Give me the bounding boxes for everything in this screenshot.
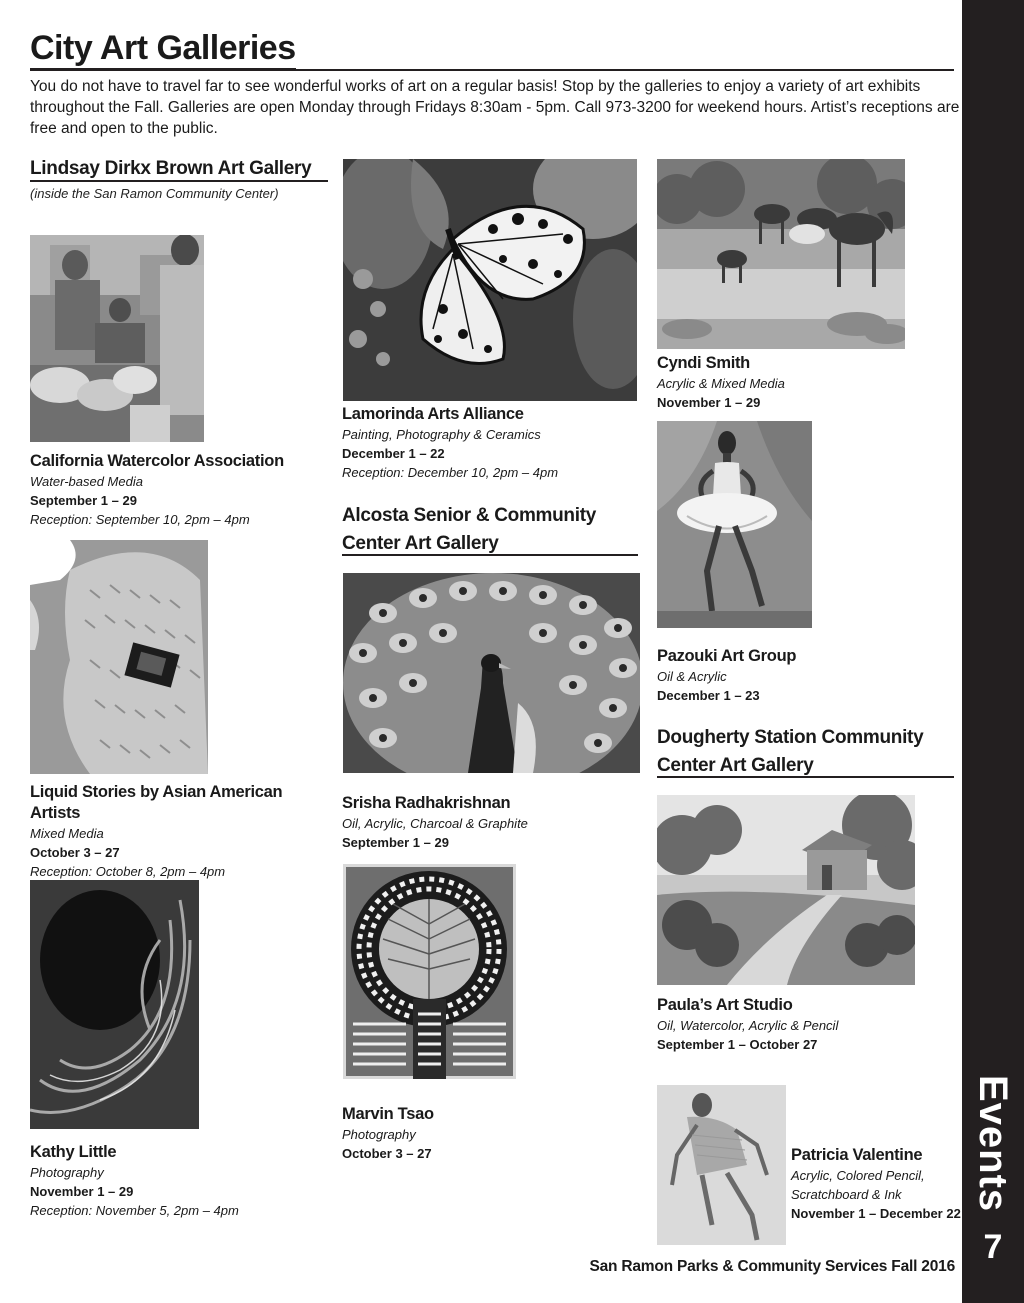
exhibit-name: Pazouki Art Group <box>657 647 797 665</box>
exhibit-medium: Oil & Acrylic <box>657 669 727 684</box>
exhibit-pazouki <box>657 646 947 705</box>
gallery-name-line1: Dougherty Station Community <box>657 727 924 748</box>
heading-rule <box>30 180 328 182</box>
exhibit-name: Lamorinda Arts Alliance <box>342 405 524 423</box>
exhibit-medium: Photography <box>30 1165 104 1180</box>
footer-publication: San Ramon Parks & Community Services Fall 2016 <box>589 1258 955 1275</box>
exhibit-srisha <box>342 793 642 852</box>
exhibit-dates: December 1 – 23 <box>657 688 760 703</box>
page-title-text: City Art Galleries <box>30 28 296 71</box>
intro-paragraph: You do not have to travel far to see wonderful works of art on a regular basis! Stop by the galleries to enjoy a variety of art exhibits throughout the Fall. Galleries are open Monday through Fridays 8:30am - 5pm. Call 973-3200 for weekend hours. Artist’s receptions are free and open to the public. <box>30 78 960 137</box>
exhibit-cwa <box>30 451 330 529</box>
architectural-photograph <box>343 864 516 1079</box>
exhibit-cyndi-smith <box>657 353 947 412</box>
exhibit-medium: Oil, Watercolor, Acrylic & Pencil <box>657 1018 839 1033</box>
exhibit-dates: October 3 – 27 <box>342 1146 432 1161</box>
exhibit-dates: October 3 – 27 <box>30 845 120 860</box>
exhibit-dates: December 1 – 22 <box>342 446 445 461</box>
exhibit-medium: Acrylic & Mixed Media <box>657 376 785 391</box>
exhibit-lamorinda <box>342 404 642 482</box>
gallery-heading-dougherty <box>657 724 954 778</box>
exhibit-medium: Painting, Photography & Ceramics <box>342 427 541 442</box>
butterfly-painting <box>343 159 637 401</box>
exhibit-patricia <box>791 1145 961 1223</box>
exhibit-kathy-little <box>30 1142 330 1220</box>
market-scene-painting <box>30 235 204 442</box>
exhibit-reception: Reception: December 10, 2pm – 4pm <box>342 465 559 480</box>
cottage-landscape-painting <box>657 795 915 985</box>
exhibit-dates: November 1 – December 22 <box>791 1206 961 1221</box>
page-number: 7 <box>983 1228 1003 1266</box>
exhibit-reception: Reception: November 5, 2pm – 4pm <box>30 1203 239 1218</box>
page-title <box>30 28 954 71</box>
exhibit-name: Kathy Little <box>30 1143 117 1161</box>
gallery-heading-alcosta <box>342 502 638 556</box>
exhibit-medium: Photography <box>342 1127 416 1142</box>
exhibit-name: California Watercolor Association <box>30 452 284 470</box>
gallery-name-line1: Alcosta Senior & Community <box>342 505 597 526</box>
exhibit-name: Paula’s Art Studio <box>657 996 793 1014</box>
exhibit-name: Patricia Valentine <box>791 1146 923 1164</box>
exhibit-paula <box>657 995 947 1054</box>
exhibit-name: Marvin Tsao <box>342 1105 434 1123</box>
exhibit-dates: September 1 – 29 <box>30 493 137 508</box>
gallery-name-line2: Center Art Gallery <box>342 533 499 554</box>
mixed-media-sculpture <box>30 540 208 774</box>
exhibit-marvin-tsao <box>342 1104 642 1163</box>
exhibit-dates: September 1 – 29 <box>342 835 449 850</box>
exhibit-medium-line2: Scratchboard & Ink <box>791 1187 902 1202</box>
exhibit-name: Liquid Stories by Asian American Artists <box>30 783 283 822</box>
exhibit-medium-line1: Acrylic, Colored Pencil, <box>791 1168 925 1183</box>
exhibit-dates: September 1 – October 27 <box>657 1037 818 1052</box>
section-tab-label: Events <box>971 1075 1015 1213</box>
exhibit-name: Srisha Radhakrishnan <box>342 794 511 812</box>
figure-drawing <box>657 1085 786 1245</box>
gallery-name-line2: Center Art Gallery <box>657 755 814 776</box>
horses-painting <box>657 159 905 349</box>
exhibit-medium: Oil, Acrylic, Charcoal & Graphite <box>342 816 528 831</box>
exhibit-reception: Reception: September 10, 2pm – 4pm <box>30 512 250 527</box>
exhibit-dates: November 1 – 29 <box>657 395 761 410</box>
exhibit-reception: Reception: October 8, 2pm – 4pm <box>30 864 226 879</box>
gallery-heading-lindsay <box>30 155 328 182</box>
exhibit-name: Cyndi Smith <box>657 354 750 372</box>
exhibit-dates: November 1 – 29 <box>30 1184 134 1199</box>
gallery-note: (inside the San Ramon Community Center) <box>30 186 279 201</box>
exhibit-medium: Mixed Media <box>30 826 104 841</box>
gallery-name: Lindsay Dirkx Brown Art Gallery <box>30 158 312 179</box>
exhibit-medium: Water-based Media <box>30 474 143 489</box>
spiral-photograph <box>30 880 199 1129</box>
exhibit-liquid-stories <box>30 782 335 881</box>
ballerina-painting <box>657 421 812 628</box>
peacock-painting <box>343 573 640 773</box>
